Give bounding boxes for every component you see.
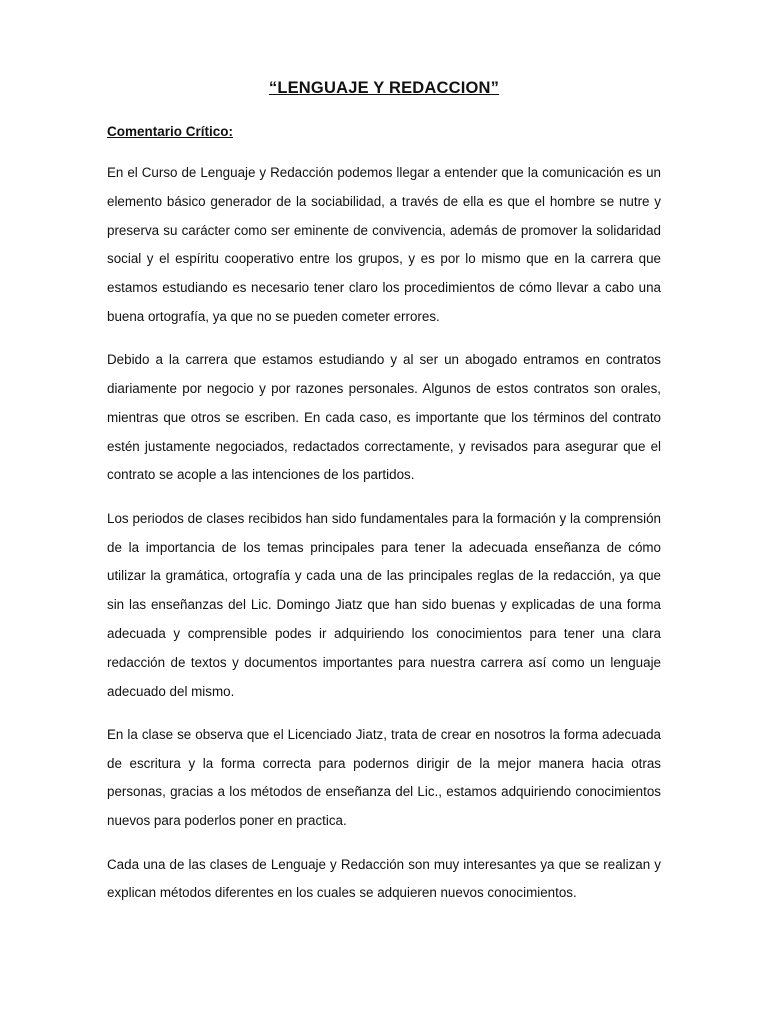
paragraph-3: Los periodos de clases recibidos han sido fundamentales para la formación y la comprensión de la importancia de los temas principales para tener la adecuada enseñanza de cómo utilizar la gramática, ortografía y cada una de las principales reglas de la redacción, ya que sin las enseñanzas del Lic. Domingo Jiatz que han sido buenas y explicadas de una forma adecuada y comprensible podes ir adquiriendo los conocimientos para tener una clara redacción de textos y documentos importantes para nuestra carrera así como un lenguaje adecuado del mismo.	[107, 510, 661, 699]
paragraph-1: En el Curso de Lenguaje y Redacción podemos llegar a entender que la comunicación es un elemento básico generador de la sociabilidad, a través de ella es que el hombre se nutre y preserva su carácter como ser eminente de convivencia, además de promover la solidaridad social y el espíritu cooperativo entre los grupos, y es por lo mismo que en la carrera que estamos estudiando es necesario tener claro los procedimientos de cómo llevar a cabo una buena ortografía, ya que no se pueden cometer errores.	[107, 165, 661, 324]
document-title: “LENGUAJE Y REDACCION”	[268, 79, 500, 97]
document-body	[107, 159, 661, 908]
paragraph-4: En la clase se observa que el Licenciado Jiatz, trata de crear en nosotros la forma adecuada de escritura y la forma correcta para podernos dirigir de la mejor manera hacia otras personas, gracias a los métodos de enseñanza del Lic., estamos adquiriendo conocimientos nuevos para poderlos poner en practica.	[107, 726, 661, 829]
paragraph-2: Debido a la carrera que estamos estudiando y al ser un abogado entramos en contratos diariamente por negocio y por razones personales. Algunos de estos contratos son orales, mientras que otros se escriben. En cada caso, es importante que los términos del contrato estén justamente negociados, redactados correctamente, y revisados para asegurar que el contrato se acople a las intenciones de los partidos.	[107, 352, 661, 483]
section-heading: Comentario Crítico:	[107, 124, 234, 139]
paragraph-5: Cada una de las clases de Lenguaje y Redacción son muy interesantes ya que se realizan y explican métodos diferentes en los cuales se adquieren nuevos conocimientos.	[107, 856, 661, 901]
